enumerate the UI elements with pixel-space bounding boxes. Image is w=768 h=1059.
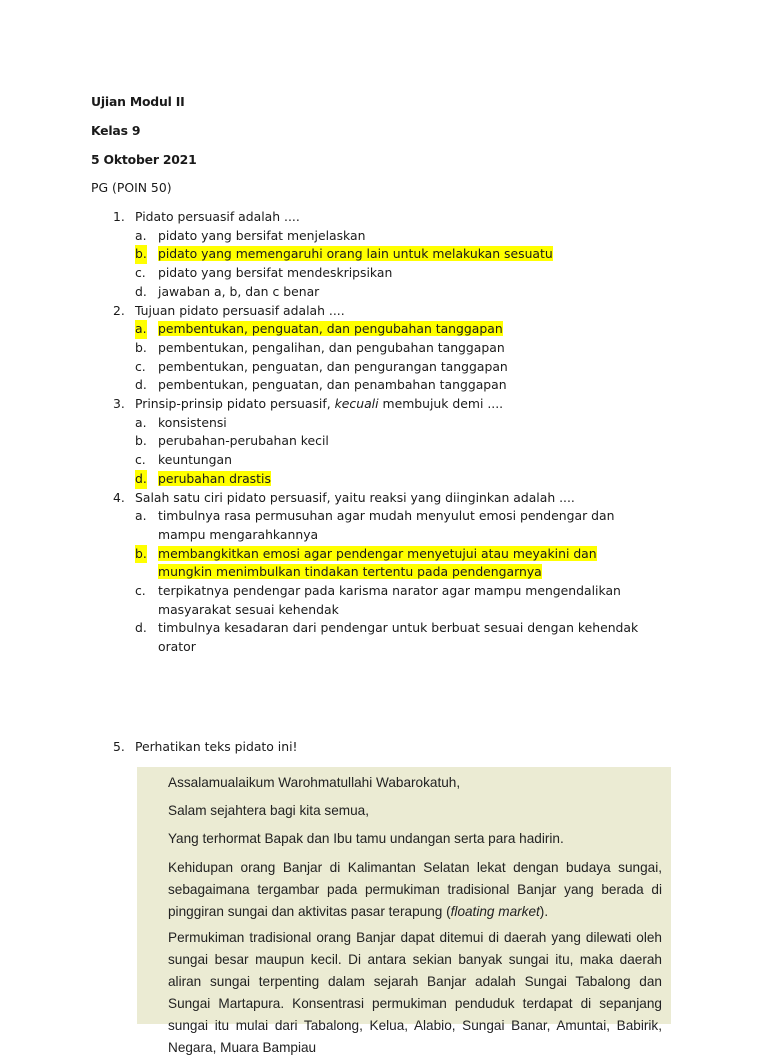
question-text-end: membujuk demi .... xyxy=(378,396,504,412)
question-text xyxy=(135,396,503,411)
option-b-answer xyxy=(0,545,630,582)
option-b-answer xyxy=(0,245,638,264)
option-text: konsistensi xyxy=(158,414,227,430)
option-letter: a. xyxy=(135,414,147,430)
option-c xyxy=(0,264,638,283)
option-text: timbulnya rasa permusuhan agar mudah menyulut emosi pendengar dan mampu mengarahkannya xyxy=(158,508,615,542)
option-letter: a. xyxy=(135,320,147,339)
option-text: perubahan-perubahan kecil xyxy=(158,433,329,449)
option-text: pidato yang bersifat mendeskripsikan xyxy=(158,265,393,281)
option-text: keuntungan xyxy=(158,452,232,468)
option-letter: a. xyxy=(135,508,147,524)
question-list xyxy=(0,208,768,657)
option-a xyxy=(0,507,630,544)
question-text-emphasis: kecuali xyxy=(334,396,379,412)
section-heading: PG (POIN 50) xyxy=(91,180,172,195)
option-text: jawaban a, b, dan c benar xyxy=(158,283,320,299)
option-b xyxy=(0,432,638,451)
class-label: Kelas 9 xyxy=(91,123,141,138)
question-text: Pidato persuasif adalah .... xyxy=(135,209,300,224)
option-letter: c. xyxy=(135,452,146,468)
option-b xyxy=(0,339,638,358)
option-letter: d. xyxy=(135,377,147,393)
option-c xyxy=(0,358,638,377)
option-c xyxy=(0,582,630,619)
option-d xyxy=(0,283,638,302)
option-letter: c. xyxy=(135,358,146,374)
option-text: pembentukan, penguatan, dan pengubahan tanggapan xyxy=(158,321,503,337)
question-text: Tujuan pidato persuasif adalah .... xyxy=(135,302,345,318)
option-letter: c. xyxy=(135,265,146,281)
option-letter: c. xyxy=(135,583,146,599)
question-1 xyxy=(0,208,768,302)
option-c xyxy=(0,451,638,470)
question-number: 2. xyxy=(113,302,125,318)
question-number: 1. xyxy=(113,209,125,224)
speech-paragraph-2: Permukiman tradisional orang Banjar dapat ditemui di daerah yang dilewati oleh sungai besar maupun kecil. Di antara sekian banyak sungai itu, maka daerah aliran sungai terpenting dalam sejarah Banjar adalah Sungai Tabalong dan Sungai Martapura. Konsentrasi permukiman penduduk terdapat di sepanjang sungai itu mulai dari Tabalong, Kelua, Alabio, Sungai Banar, Amuntai, Babirik, Negara, Muara Bampiau xyxy=(168,930,662,1055)
option-text: perubahan drastis xyxy=(158,470,271,486)
option-text: timbulnya kesadaran dari pendengar untuk berbuat sesuai dengan kehendak orator xyxy=(158,620,639,655)
speech-paragraph-1-start: Kehidupan orang Banjar di Kalimantan Selatan lekat dengan budaya sungai, sebagaimana tergambar pada permukiman tradisional Banjar yang berada di pinggiran sungai dan aktivitas pasar terapung ( xyxy=(168,860,662,919)
option-text: pembentukan, penguatan, dan penambahan tanggapan xyxy=(158,377,507,393)
option-a xyxy=(0,414,638,433)
option-letter: b. xyxy=(135,545,147,564)
option-letter: b. xyxy=(135,245,147,264)
option-a xyxy=(0,227,638,246)
speech-paragraph-1-italic: floating market xyxy=(450,904,540,919)
speech-paragraph-1 xyxy=(168,857,662,923)
speech-greeting-3: Yang terhormat Bapak dan Ibu tamu undangan serta para hadirin. xyxy=(168,831,564,846)
question-4 xyxy=(0,489,768,657)
speech-greeting-2: Salam sejahtera bagi kita semua, xyxy=(168,803,369,818)
speech-greeting-1: Assalamualaikum Warohmatullahi Wabarokatuh, xyxy=(168,775,461,790)
question-text-start: Prinsip-prinsip pidato persuasif, xyxy=(135,396,335,412)
question-2 xyxy=(0,302,768,396)
question-text: Salah satu ciri pidato persuasif, yaitu reaksi yang diinginkan adalah .... xyxy=(135,489,575,505)
option-letter: b. xyxy=(135,339,147,355)
speech-text-figure xyxy=(137,767,671,1055)
option-letter: a. xyxy=(135,227,147,243)
option-text: pembentukan, pengalihan, dan pengubahan tanggapan xyxy=(158,339,505,355)
option-letter: b. xyxy=(135,433,147,449)
option-text: membangkitkan emosi agar pendengar menyetujui atau meyakini dan mungkin menimbulkan tindakan tertentu pada pendengarnya xyxy=(158,545,597,580)
exam-date: 5 Oktober 2021 xyxy=(91,152,197,167)
option-text: pidato yang memengaruhi orang lain untuk melakukan sesuatu xyxy=(158,246,553,262)
question-5 xyxy=(0,738,635,757)
speech-paragraph-1-end: ). xyxy=(539,904,549,919)
option-letter: d. xyxy=(135,470,147,489)
exam-title: Ujian Modul II xyxy=(91,94,185,109)
question-number: 4. xyxy=(113,489,125,505)
option-d xyxy=(0,376,638,395)
option-text: terpikatnya pendengar pada karisma narator agar mampu mengendalikan masyarakat sesuai kehendak xyxy=(158,583,621,617)
question-3 xyxy=(0,395,768,489)
option-text: pidato yang bersifat menjelaskan xyxy=(158,227,366,243)
question-text: Perhatikan teks pidato ini! xyxy=(135,739,298,754)
option-a-answer xyxy=(0,320,638,339)
option-letter: d. xyxy=(135,620,147,636)
question-number: 3. xyxy=(113,396,125,412)
option-text: pembentukan, penguatan, dan pengurangan tanggapan xyxy=(158,358,508,374)
option-d-answer xyxy=(0,470,638,489)
question-number: 5. xyxy=(113,739,125,754)
option-d xyxy=(0,619,658,656)
option-letter: d. xyxy=(135,283,147,299)
